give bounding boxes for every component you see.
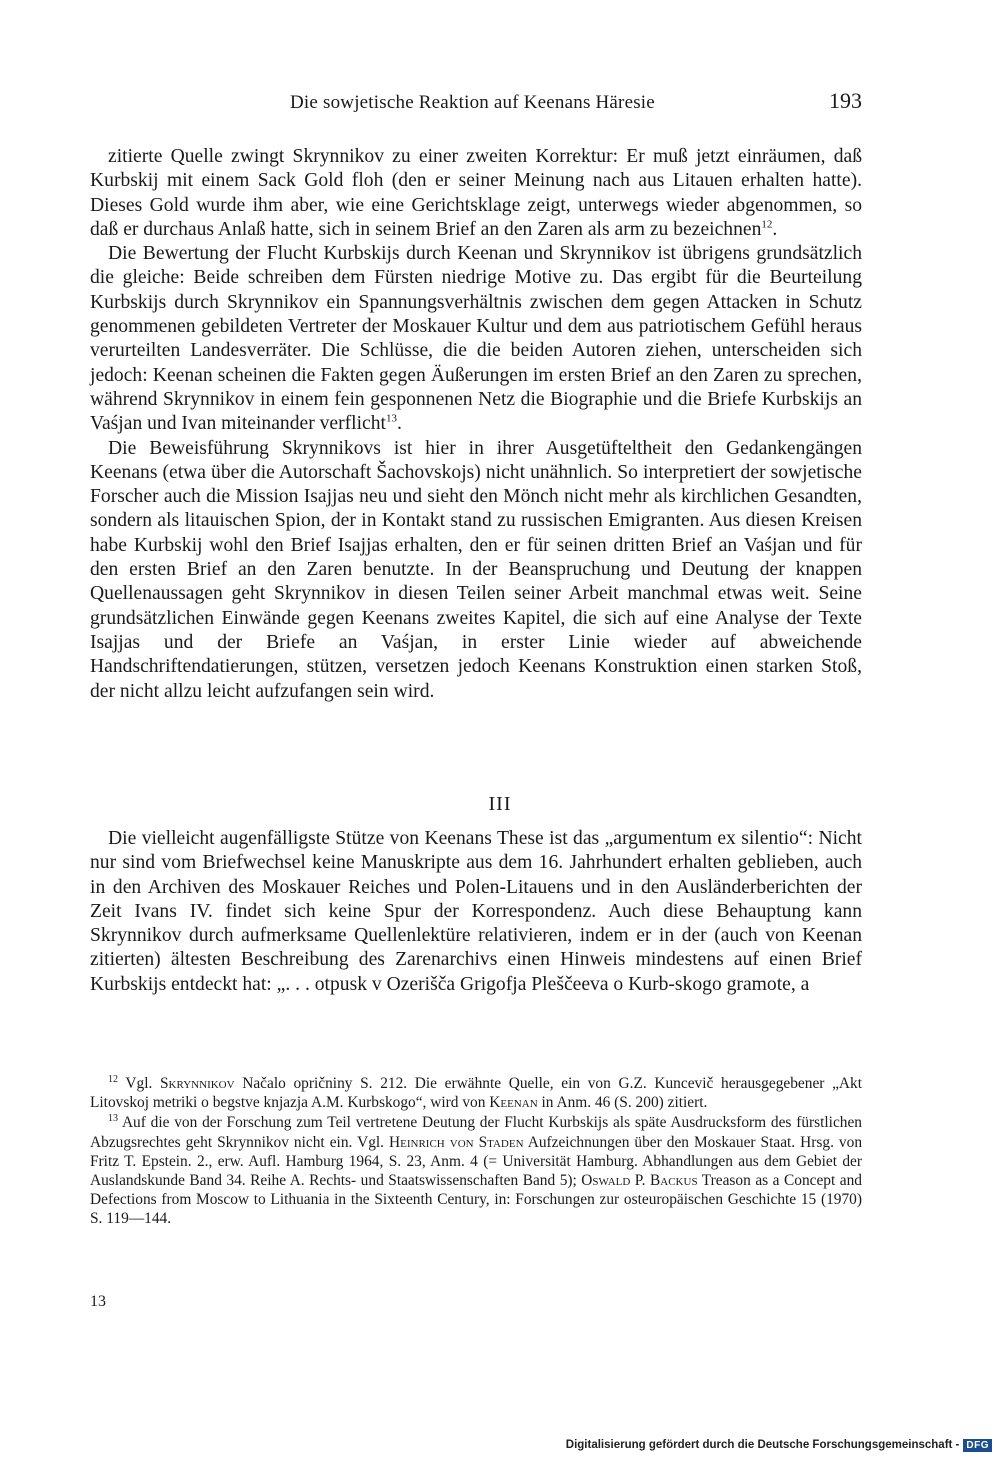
text-run: zitierte Quelle zwingt Skrynnikov zu einer zweiten Korrektur: Er muß jetzt einräumen, daß Kurbskij mit einem Sack Gold floh (den er seiner Meinung nach aus Litauen erhalten hatte). Dieses Gold wurde ihm aber, wie eine Gerichtsklage zeigt, unterwegs wieder abgenommen, so daß er durchaus Anlaß hatte, sich in seinem Brief an den Zaren als arm zu bezeichnen: [90, 146, 862, 240]
page-number: 193: [829, 88, 862, 113]
text-run: Vgl.: [125, 1075, 160, 1092]
author-name: Keenan: [489, 1094, 538, 1112]
author-name: Skrynnikov: [160, 1075, 235, 1092]
dfg-logo: DFG: [963, 1439, 992, 1452]
signature-mark: 13: [90, 1293, 106, 1310]
footnote-reference: 12: [761, 218, 773, 231]
dfg-footer: [566, 1437, 992, 1453]
text-run: Načalo opričniny S. 212. Die erwähnte Quelle, ein von G.Z. Kuncevič herausgegebener „Akt Litovskoj metriki o begstve knjazja A.M. Kurbskogo“, wird von: [90, 1075, 862, 1112]
text-run: Treason as a Concept and Defections from Moscow to Lithuania in the Sixteenth Century, in: Forschungen zur osteuropäischen Geschichte 15 (1970) S. 119—144.: [90, 1172, 862, 1228]
paragraph: [90, 145, 862, 242]
text-run: in Anm. 46 (S. 200) zitiert.: [537, 1094, 708, 1112]
running-title: Die sowjetische Reaktion auf Keenans Häresie: [290, 92, 655, 113]
text-run: Die Beweisführung Skrynnikovs ist hier in ihrer Ausgetüfteltheit den Gedankengängen Keenans (etwa über die Autorschaft Šachovskojs) nicht unähnlich. So interpretiert der sowjetische Forscher auch die Mission Isajjas neu und sieht den Mönch nicht mehr als kirchlichen Gesandten, sondern als litauischen Spion, der in Kontakt stand zu russischen Emigranten. Aus diesen Kreisen habe Kurbskij wohl den Brief Isajjas erhalten, den er für seinen dritten Brief an Vaśjan und für den ersten Brief an den Zaren benutzte. In der Beanspruchung und Deutung der knappen Quellenaussagen geht Skrynnikov in diesen Teilen seiner Arbeit manchmal etwas weit. Seine grundsätzlichen Einwände gegen Keenans zweites Kapitel, die sich auf eine Analyse der Texte Isajjas und der Briefe an Vaśjan, in erster Linie wieder auf abweichende Handschriftendatierungen, stützen, versetzen jedoch Keenans Konstruktion einen starken Stoß, der nicht allzu leicht aufzufangen sein wird.: [90, 437, 862, 702]
funding-note: Digitalisierung gefördert durch die Deutsche Forschungsgemeinschaft -: [565, 1439, 960, 1451]
footnote-number: 13: [108, 1113, 118, 1125]
footnote: [90, 1113, 862, 1228]
author-name: Oswald P. Backus: [581, 1172, 698, 1190]
footnote: [90, 1074, 862, 1112]
page-header: [90, 86, 862, 120]
text-run: Die vielleicht augenfälligste Stütze von Keenans These ist das „argumentum ex silentio“: Nicht nur sind vom Briefwechsel keine Manuskripte aus dem 16. Jahrhundert erhalten geblieben, auch in den Archiven des Moskauer Reiches und Polen-Litauens und in den Ausländerberichten der Zeit Ivans IV. findet sich keine Spur der Korrespondenz. Auch diese Behauptung kann Skrynnikov durch aufmerksame Quellenlektüre relativieren, indem er in der (auch von Keenan zitierten) ältesten Beschreibung des Zarenarchivs einen Hinweis mindestens auf einen Brief Kurbskijs entdeckt hat: „. . . otpusk v Ozerišča Grigofja Pleščeeva o Kurb-skogo gramote, a: [90, 828, 862, 995]
paragraph: [90, 242, 862, 436]
text-run: .: [772, 218, 778, 240]
paragraph: [90, 827, 862, 997]
body-text-continued: [90, 827, 862, 997]
author-name: Heinrich von Staden: [389, 1133, 524, 1151]
section-heading: III: [488, 793, 512, 815]
text-run: Die Bewertung der Flucht Kurbskijs durch Keenan und Skrynnikov ist übrigens grundsätzlich die gleiche: Beide schreiben dem Fürsten niedrige Motive zu. Das ergibt für die Beurteilung Kurbskijs durch Skrynnikov ein Spannungsverhältnis zwischen dem gegen Attacken in Schutz genommenen gebildeten Vertreter der Moskauer Kultur und dem aus patriotischem Gefühl heraus verurteilten Landesverräter. Die Schlüsse, die die beiden Autoren ziehen, unterscheiden sich jedoch: Keenan scheinen die Fakten gegen Äußerungen im ersten Brief an den Zaren zu sprechen, während Skrynnikov in einem fein gesponnenen Netz die Biographie und die Briefe Kurbskijs an Vaśjan und Ivan miteinander verflicht: [90, 243, 862, 435]
body-text: [90, 145, 862, 704]
footnote-reference: 13: [385, 412, 397, 425]
footnote-number: 12: [108, 1073, 118, 1085]
text-run: Auf die von der Forschung zum Teil vertretene Deutung der Flucht Kurbskijs als späte Ausdrucksform des fürstlichen Abzugsrechtes geht Skrynnikov nicht ein. Vgl.: [90, 1114, 863, 1151]
paragraph: [90, 437, 862, 704]
text-run: .: [396, 413, 402, 435]
footnotes: [90, 1074, 862, 1230]
text-run: Aufzeichnungen über den Moskauer Staat. Hrsg. von Fritz T. Epstein. 2., erw. Aufl. Hamburg 1964, S. 23, Anm. 4 (= Universität Hamburg. Abhandlungen aus dem Gebiet der Auslandskunde Band 34. Reihe A. Rechts- und Staatswissenschaften Band 5);: [90, 1133, 863, 1190]
